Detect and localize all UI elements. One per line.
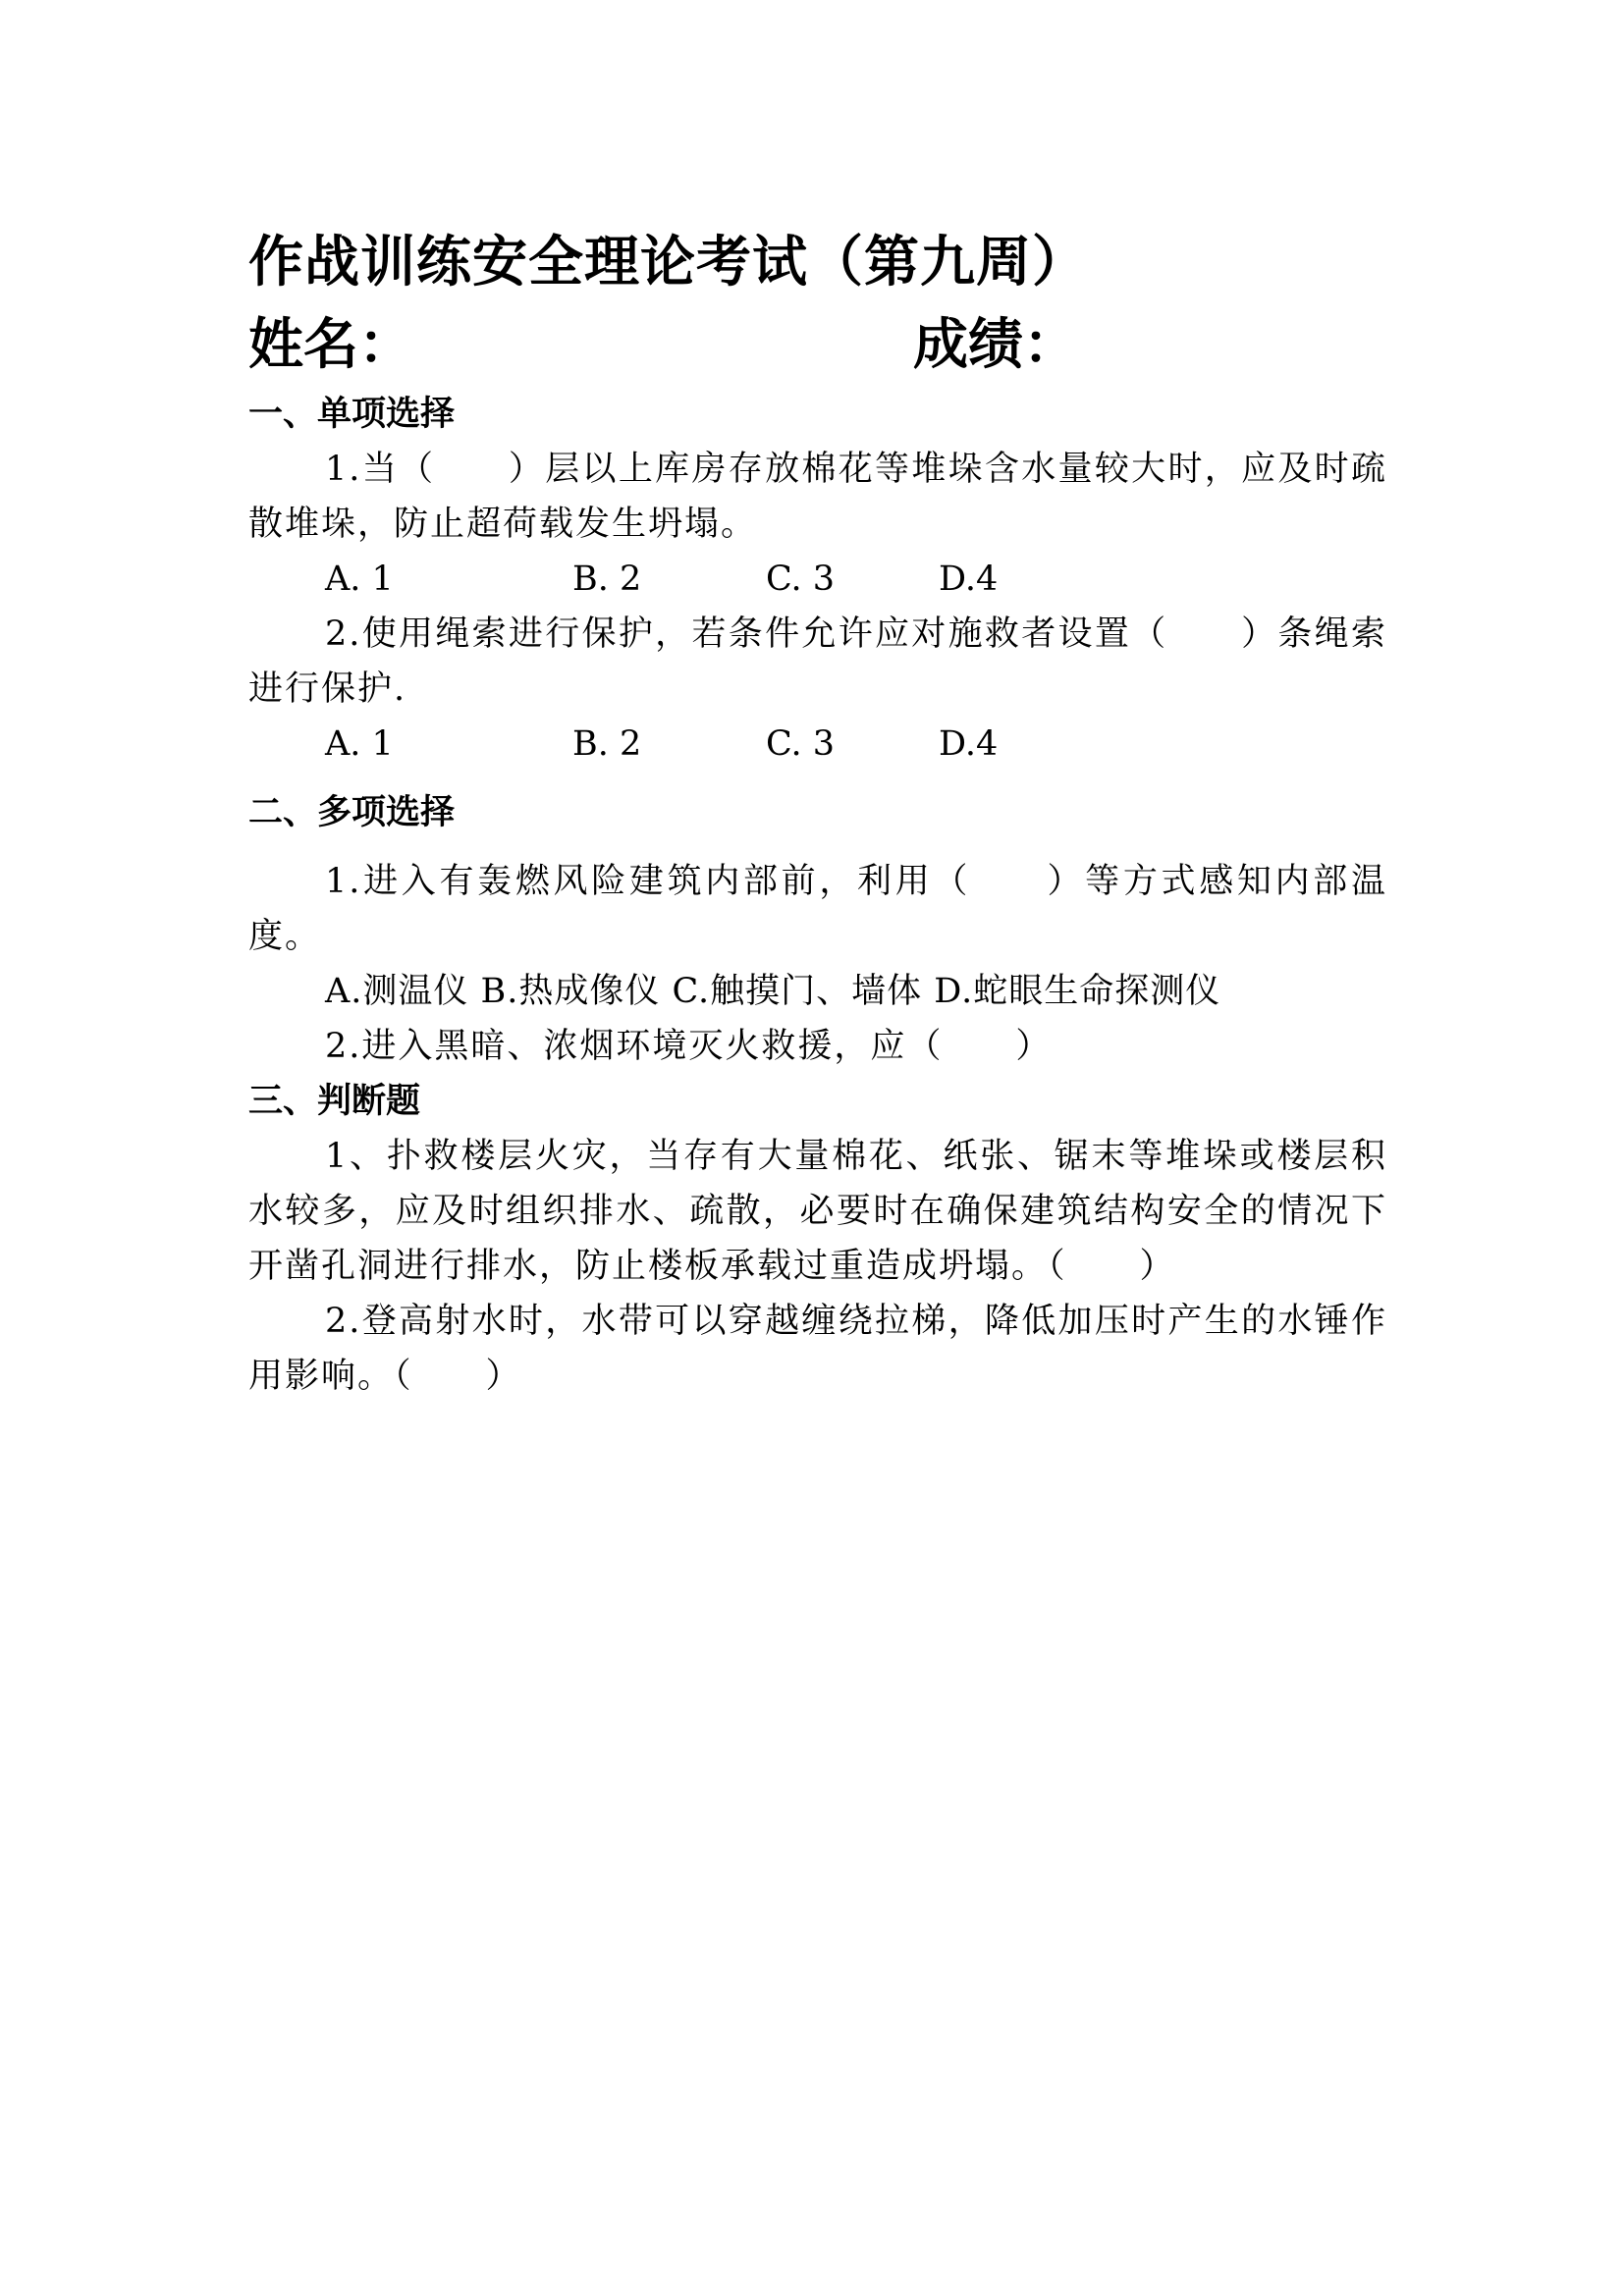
question-options: A.测温仪 B.热成像仪 C.触摸门、墙体 D.蛇眼生命探测仪 — [325, 972, 1221, 1011]
page-title: 作战训练安全理论考试（第九周） — [248, 231, 1088, 294]
option-b: B. 2 — [572, 560, 642, 599]
section-heading-multiple-choice: 二、多项选择 — [248, 793, 456, 832]
option-a: A. 1 — [325, 724, 394, 764]
option-c: C. 3 — [766, 560, 836, 599]
question-text: 1、扑救楼层火灾，当存有大量棉花、纸张、锯末等堆垛或楼层积水较多，应及时组织排水、疏散，必要时在确保建筑结构安全的情况下开凿孔洞进行排水，防止楼板承载过重造成坍塌。（ ） — [248, 1137, 1387, 1286]
question-text: 1.进入有轰燃风险建筑内部前，利用（ ）等方式感知内部温度。 — [248, 862, 1387, 956]
name-score-row — [248, 304, 1387, 387]
exam-page — [248, 222, 1387, 1404]
question-text: 1.当（ ）层以上库房存放棉花等堆垛含水量较大时，应及时疏散堆垛，防止超荷载发生坍塌。 — [248, 450, 1387, 544]
option-d: D.4 — [939, 560, 999, 599]
option-c: C. 3 — [766, 724, 836, 764]
option-d: D.4 — [939, 724, 999, 764]
option-a: A. 1 — [325, 560, 394, 599]
question-options — [248, 717, 1387, 772]
question-options — [248, 552, 1387, 607]
section-heading-true-false: 三、判断题 — [248, 1082, 421, 1121]
option-b: B. 2 — [572, 724, 642, 764]
name-label: 姓名： — [248, 313, 413, 377]
question-text: 2.登高射水时，水带可以穿越缠绕拉梯，降低加压时产生的水锤作用影响。（ ） — [248, 1302, 1387, 1396]
question-text: 2.进入黑暗、浓烟环境灭火救援，应（ ） — [325, 1027, 1053, 1066]
question-text: 2.使用绳索进行保护，若条件允许应对施救者设置（ ）条绳索进行保护. — [248, 614, 1387, 709]
section-heading-single-choice: 一、单项选择 — [248, 395, 456, 434]
score-label: 成绩： — [913, 313, 1078, 377]
